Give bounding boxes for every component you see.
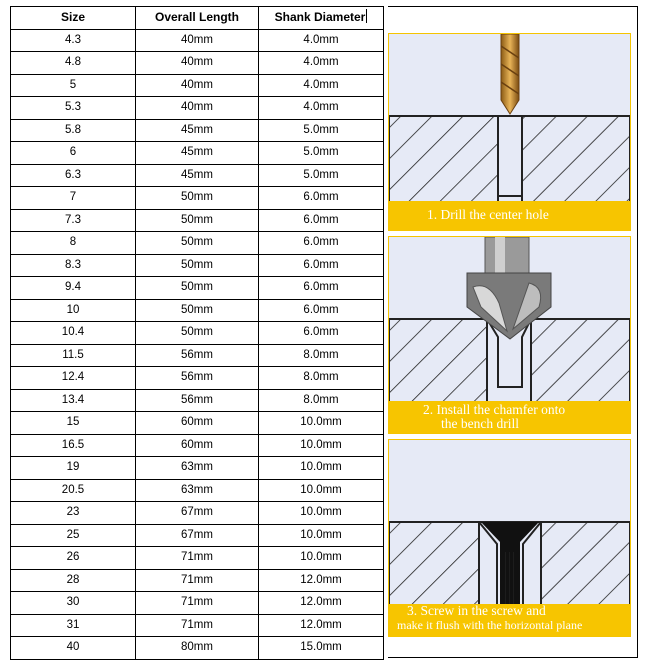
shank-diameter-cell: 12.0mm bbox=[259, 614, 384, 637]
size-cell: 7.3 bbox=[11, 209, 136, 232]
text-cursor bbox=[366, 9, 367, 23]
step-1-caption: 1. Drill the center hole bbox=[389, 201, 630, 230]
size-cell: 20.5 bbox=[11, 479, 136, 502]
shank-diameter-cell: 4.0mm bbox=[259, 29, 384, 52]
table-row bbox=[11, 254, 384, 277]
shank-diameter-cell: 5.0mm bbox=[259, 119, 384, 142]
size-cell: 26 bbox=[11, 547, 136, 570]
shank-diameter-cell: 5.0mm bbox=[259, 142, 384, 165]
overall-length-cell: 63mm bbox=[136, 457, 259, 480]
overall-length-cell: 67mm bbox=[136, 524, 259, 547]
size-cell: 9.4 bbox=[11, 277, 136, 300]
shank-diameter-cell: 6.0mm bbox=[259, 209, 384, 232]
shank-diameter-cell: 10.0mm bbox=[259, 502, 384, 525]
shank-diameter-cell: 6.0mm bbox=[259, 277, 384, 300]
size-cell: 28 bbox=[11, 569, 136, 592]
table-row bbox=[11, 389, 384, 412]
table-row bbox=[11, 479, 384, 502]
overall-length-cell: 80mm bbox=[136, 637, 259, 660]
table-row bbox=[11, 119, 384, 142]
shank-diameter-cell: 10.0mm bbox=[259, 524, 384, 547]
table-row bbox=[11, 412, 384, 435]
overall-length-cell: 45mm bbox=[136, 119, 259, 142]
size-cell: 4.3 bbox=[11, 29, 136, 52]
table-row bbox=[11, 29, 384, 52]
shank-diameter-cell: 4.0mm bbox=[259, 97, 384, 120]
shank-diameter-cell: 4.0mm bbox=[259, 52, 384, 75]
table-row bbox=[11, 232, 384, 255]
size-cell: 5 bbox=[11, 74, 136, 97]
shank-diameter-cell: 10.0mm bbox=[259, 547, 384, 570]
shank-diameter-cell: 6.0mm bbox=[259, 187, 384, 210]
size-cell: 25 bbox=[11, 524, 136, 547]
size-cell: 7 bbox=[11, 187, 136, 210]
table-row bbox=[11, 614, 384, 637]
shank-diameter-cell: 12.0mm bbox=[259, 569, 384, 592]
size-cell: 19 bbox=[11, 457, 136, 480]
overall-length-cell: 45mm bbox=[136, 142, 259, 165]
overall-length-cell: 50mm bbox=[136, 209, 259, 232]
step-3-caption: 3. Screw in the screw and make it flush with the horizontal plane bbox=[389, 604, 630, 636]
shank-diameter-cell: 8.0mm bbox=[259, 344, 384, 367]
overall-length-cell: 50mm bbox=[136, 299, 259, 322]
overall-length-cell: 71mm bbox=[136, 547, 259, 570]
size-cell: 6 bbox=[11, 142, 136, 165]
overall-length-cell: 40mm bbox=[136, 52, 259, 75]
shank-diameter-cell: 15.0mm bbox=[259, 637, 384, 660]
table-row bbox=[11, 569, 384, 592]
table-row bbox=[11, 457, 384, 480]
table-row bbox=[11, 434, 384, 457]
table-row bbox=[11, 187, 384, 210]
table-row bbox=[11, 97, 384, 120]
size-cell: 12.4 bbox=[11, 367, 136, 390]
shank-diameter-cell: 6.0mm bbox=[259, 232, 384, 255]
size-cell: 5.3 bbox=[11, 97, 136, 120]
table-row bbox=[11, 142, 384, 165]
step-2-panel bbox=[388, 236, 631, 434]
table-row bbox=[11, 547, 384, 570]
size-cell: 11.5 bbox=[11, 344, 136, 367]
shank-diameter-cell: 6.0mm bbox=[259, 299, 384, 322]
shank-diameter-cell: 12.0mm bbox=[259, 592, 384, 615]
table-row bbox=[11, 299, 384, 322]
table-row bbox=[11, 524, 384, 547]
overall-length-cell: 40mm bbox=[136, 97, 259, 120]
overall-length-cell: 60mm bbox=[136, 434, 259, 457]
size-cell: 15 bbox=[11, 412, 136, 435]
overall-length-cell: 40mm bbox=[136, 74, 259, 97]
table-row bbox=[11, 209, 384, 232]
table-row bbox=[11, 502, 384, 525]
spec-table bbox=[10, 6, 384, 660]
step-1-panel bbox=[388, 33, 631, 231]
header-row bbox=[11, 7, 384, 30]
size-cell: 6.3 bbox=[11, 164, 136, 187]
overall-length-cell: 71mm bbox=[136, 614, 259, 637]
overall-length-cell: 60mm bbox=[136, 412, 259, 435]
shank-diameter-cell: 8.0mm bbox=[259, 389, 384, 412]
shank-diameter-cell: 5.0mm bbox=[259, 164, 384, 187]
table-row bbox=[11, 277, 384, 300]
table-row bbox=[11, 344, 384, 367]
overall-length-cell: 56mm bbox=[136, 344, 259, 367]
table-row bbox=[11, 322, 384, 345]
shank-diameter-cell: 10.0mm bbox=[259, 412, 384, 435]
size-cell: 23 bbox=[11, 502, 136, 525]
overall-length-cell: 50mm bbox=[136, 232, 259, 255]
shank-diameter-cell: 10.0mm bbox=[259, 434, 384, 457]
overall-length-cell: 50mm bbox=[136, 277, 259, 300]
table-row bbox=[11, 52, 384, 75]
overall-length-cell: 71mm bbox=[136, 569, 259, 592]
header-size: Size bbox=[11, 7, 136, 30]
size-cell: 10.4 bbox=[11, 322, 136, 345]
table-row bbox=[11, 637, 384, 660]
overall-length-cell: 63mm bbox=[136, 479, 259, 502]
size-cell: 4.8 bbox=[11, 52, 136, 75]
header-overall-length: Overall Length bbox=[136, 7, 259, 30]
size-cell: 16.5 bbox=[11, 434, 136, 457]
overall-length-cell: 56mm bbox=[136, 367, 259, 390]
shank-diameter-cell: 10.0mm bbox=[259, 479, 384, 502]
shank-diameter-cell: 4.0mm bbox=[259, 74, 384, 97]
size-cell: 8.3 bbox=[11, 254, 136, 277]
overall-length-cell: 50mm bbox=[136, 322, 259, 345]
overall-length-cell: 50mm bbox=[136, 254, 259, 277]
step-3-panel bbox=[388, 439, 631, 637]
size-cell: 31 bbox=[11, 614, 136, 637]
overall-length-cell: 40mm bbox=[136, 29, 259, 52]
size-cell: 13.4 bbox=[11, 389, 136, 412]
table-row bbox=[11, 592, 384, 615]
overall-length-cell: 67mm bbox=[136, 502, 259, 525]
size-cell: 8 bbox=[11, 232, 136, 255]
size-cell: 5.8 bbox=[11, 119, 136, 142]
shank-diameter-cell: 8.0mm bbox=[259, 367, 384, 390]
overall-length-cell: 45mm bbox=[136, 164, 259, 187]
shank-diameter-cell: 10.0mm bbox=[259, 457, 384, 480]
size-cell: 40 bbox=[11, 637, 136, 660]
step-2-caption: 2. Install the chamfer onto the bench drill bbox=[389, 401, 630, 433]
header-shank-diameter[interactable]: Shank Diameter bbox=[259, 7, 384, 30]
overall-length-cell: 56mm bbox=[136, 389, 259, 412]
shank-diameter-cell: 6.0mm bbox=[259, 322, 384, 345]
size-cell: 10 bbox=[11, 299, 136, 322]
shank-diameter-cell: 6.0mm bbox=[259, 254, 384, 277]
size-cell: 30 bbox=[11, 592, 136, 615]
table-row bbox=[11, 367, 384, 390]
table-row bbox=[11, 74, 384, 97]
overall-length-cell: 50mm bbox=[136, 187, 259, 210]
overall-length-cell: 71mm bbox=[136, 592, 259, 615]
table-row bbox=[11, 164, 384, 187]
